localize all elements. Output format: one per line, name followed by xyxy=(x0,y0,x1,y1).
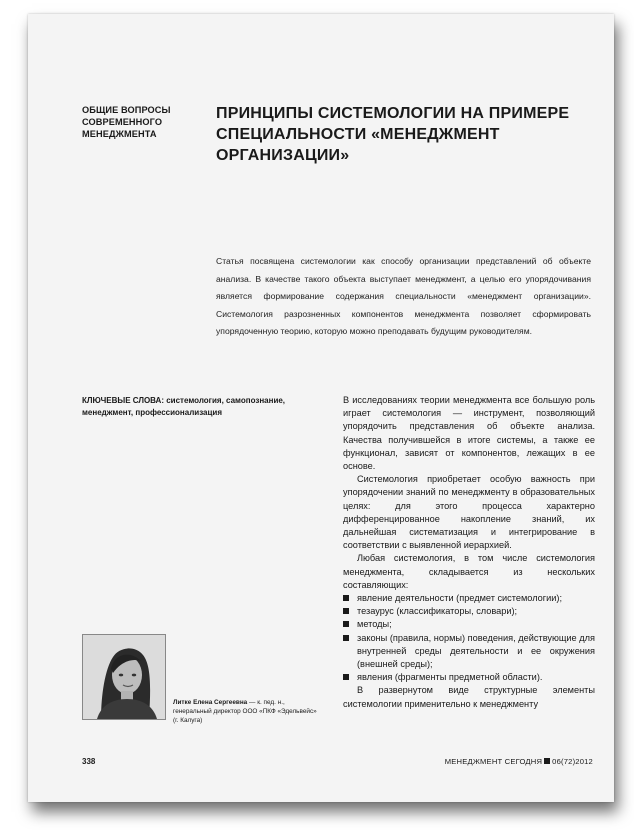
list-item-text: тезаурус (классификаторы, словари); xyxy=(357,606,518,617)
author-name: Литке Елена Сергеевна xyxy=(173,699,248,706)
list-item-text: методы; xyxy=(357,619,392,630)
square-bullet-icon xyxy=(343,674,349,680)
body-paragraph-2: Системология приобретает особую важность при упорядочении знаний по менеджменту в образовательных целях: для этого процесса характерно дифференцированное накопление знаний, их дальнейшая систематизация и интегрирование в соответствии с выявленной иерархией. xyxy=(343,474,595,551)
list-item-text: явления (фрагменты предметной области). xyxy=(357,672,543,683)
list-item-text: законы (правила, нормы) поведения, действующие для внутренней среды деятельности и ее окружения (внешней среды); xyxy=(357,632,595,670)
journal-page xyxy=(28,14,614,802)
author-caption xyxy=(173,698,323,725)
article-title: ПРИНЦИПЫ СИСТЕМОЛОГИИ НА ПРИМЕРЕ СПЕЦИАЛЬНОСТИ «МЕНЕДЖМЕНТ ОРГАНИЗАЦИИ» xyxy=(216,105,570,164)
article-body xyxy=(343,394,595,711)
list-item-text: явление деятельности (предмет системологии); xyxy=(357,593,563,604)
list-item xyxy=(343,632,595,672)
list-item xyxy=(343,618,595,631)
author-photo xyxy=(82,634,166,720)
list-item xyxy=(343,605,595,618)
section-rubric: ОБЩИЕ ВОПРОСЫ СОВРЕМЕННОГО МЕНЕДЖМЕНТА xyxy=(82,105,171,139)
keywords-label: КЛЮЧЕВЫЕ СЛОВА: xyxy=(82,396,164,405)
keywords-text: системология, самопознание, менеджмент, профессионализация xyxy=(82,396,286,417)
journal-name: МЕНЕДЖМЕНТ СЕГОДНЯ xyxy=(444,757,543,766)
author-info: — к. пед. н., генеральный директор ООО «ПКФ «Эдельвейс» (г. Калуга) xyxy=(173,699,317,724)
square-bullet-icon xyxy=(343,635,349,641)
article-abstract: Статья посвящена системологии как способу организации представлений об объекте анализа. В качестве такого объекта выступает менеджмент, а целью его упорядочивания является формирование содержания специальности «менеджмент организации». Системология разрозненных компонентов менеджмента позволяет сформировать упорядоченную теорию, которую можно преподавать будущим руководителям. xyxy=(216,256,591,336)
components-list xyxy=(343,592,595,684)
keywords-block xyxy=(82,395,326,418)
journal-issue: 06(72)2012 xyxy=(552,757,593,766)
list-item xyxy=(343,592,595,605)
journal-footer xyxy=(445,757,593,766)
body-paragraph-3: Любая системология, в том числе системология менеджмента, складывается из нескольких составляющих: xyxy=(343,553,595,590)
page-number: 338 xyxy=(82,757,96,766)
list-item xyxy=(343,671,595,684)
author-portrait-icon xyxy=(83,635,165,719)
square-separator-icon xyxy=(544,758,550,764)
square-bullet-icon xyxy=(343,621,349,627)
square-bullet-icon xyxy=(343,595,349,601)
square-bullet-icon xyxy=(343,608,349,614)
body-paragraph-4: В развернутом виде структурные элементы системологии применительно к менеджменту xyxy=(343,685,595,709)
body-paragraph-1: В исследованиях теории менеджмента все большую роль играет системология — инструмент, позволяющий упорядочить представления об объекте анализа. Качества получившейся в итоге системы, а также ее функционал, зависят от компонентов, лежащих в ее основе. xyxy=(343,395,595,472)
